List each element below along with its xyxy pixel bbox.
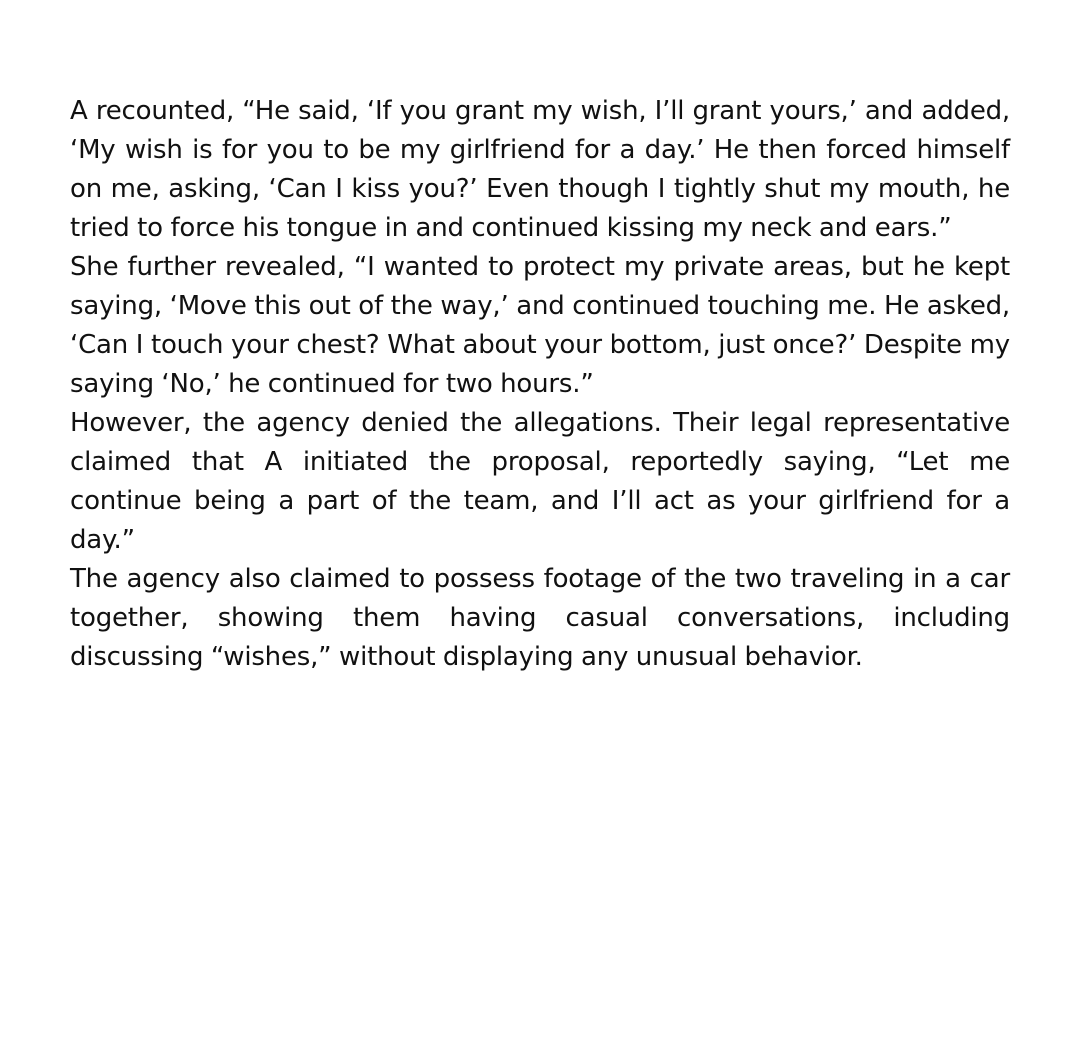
paragraph-4: The agency also claimed to possess footage of the two traveling in a car together, showing them having casual conversations, including discussing “wishes,” without displaying any unusual behavior. [70,564,1010,672]
article-body [70,92,1010,677]
paragraph-2: She further revealed, “I wanted to protect my private areas, but he kept saying, ‘Move this out of the way,’ and continued touching me. He asked, ‘Can I touch your chest? What about your bottom, just once?’ Despite my saying ‘No,’ he continued for two hours.” [70,252,1010,399]
paragraph-1: A recounted, “He said, ‘If you grant my wish, I’ll grant yours,’ and added, ‘My wish is for you to be my girlfriend for a day.’ He then forced himself on me, asking, ‘Can I kiss you?’ Even though I tightly shut my mouth, he tried to force his tongue in and continued kissing my neck and ears.” [70,96,1010,243]
paragraph-3: However, the agency denied the allegations. Their legal representative claimed that A initiated the proposal, reportedly saying, “Let me continue being a part of the team, and I’ll act as your girlfriend for a day.” [70,408,1010,555]
